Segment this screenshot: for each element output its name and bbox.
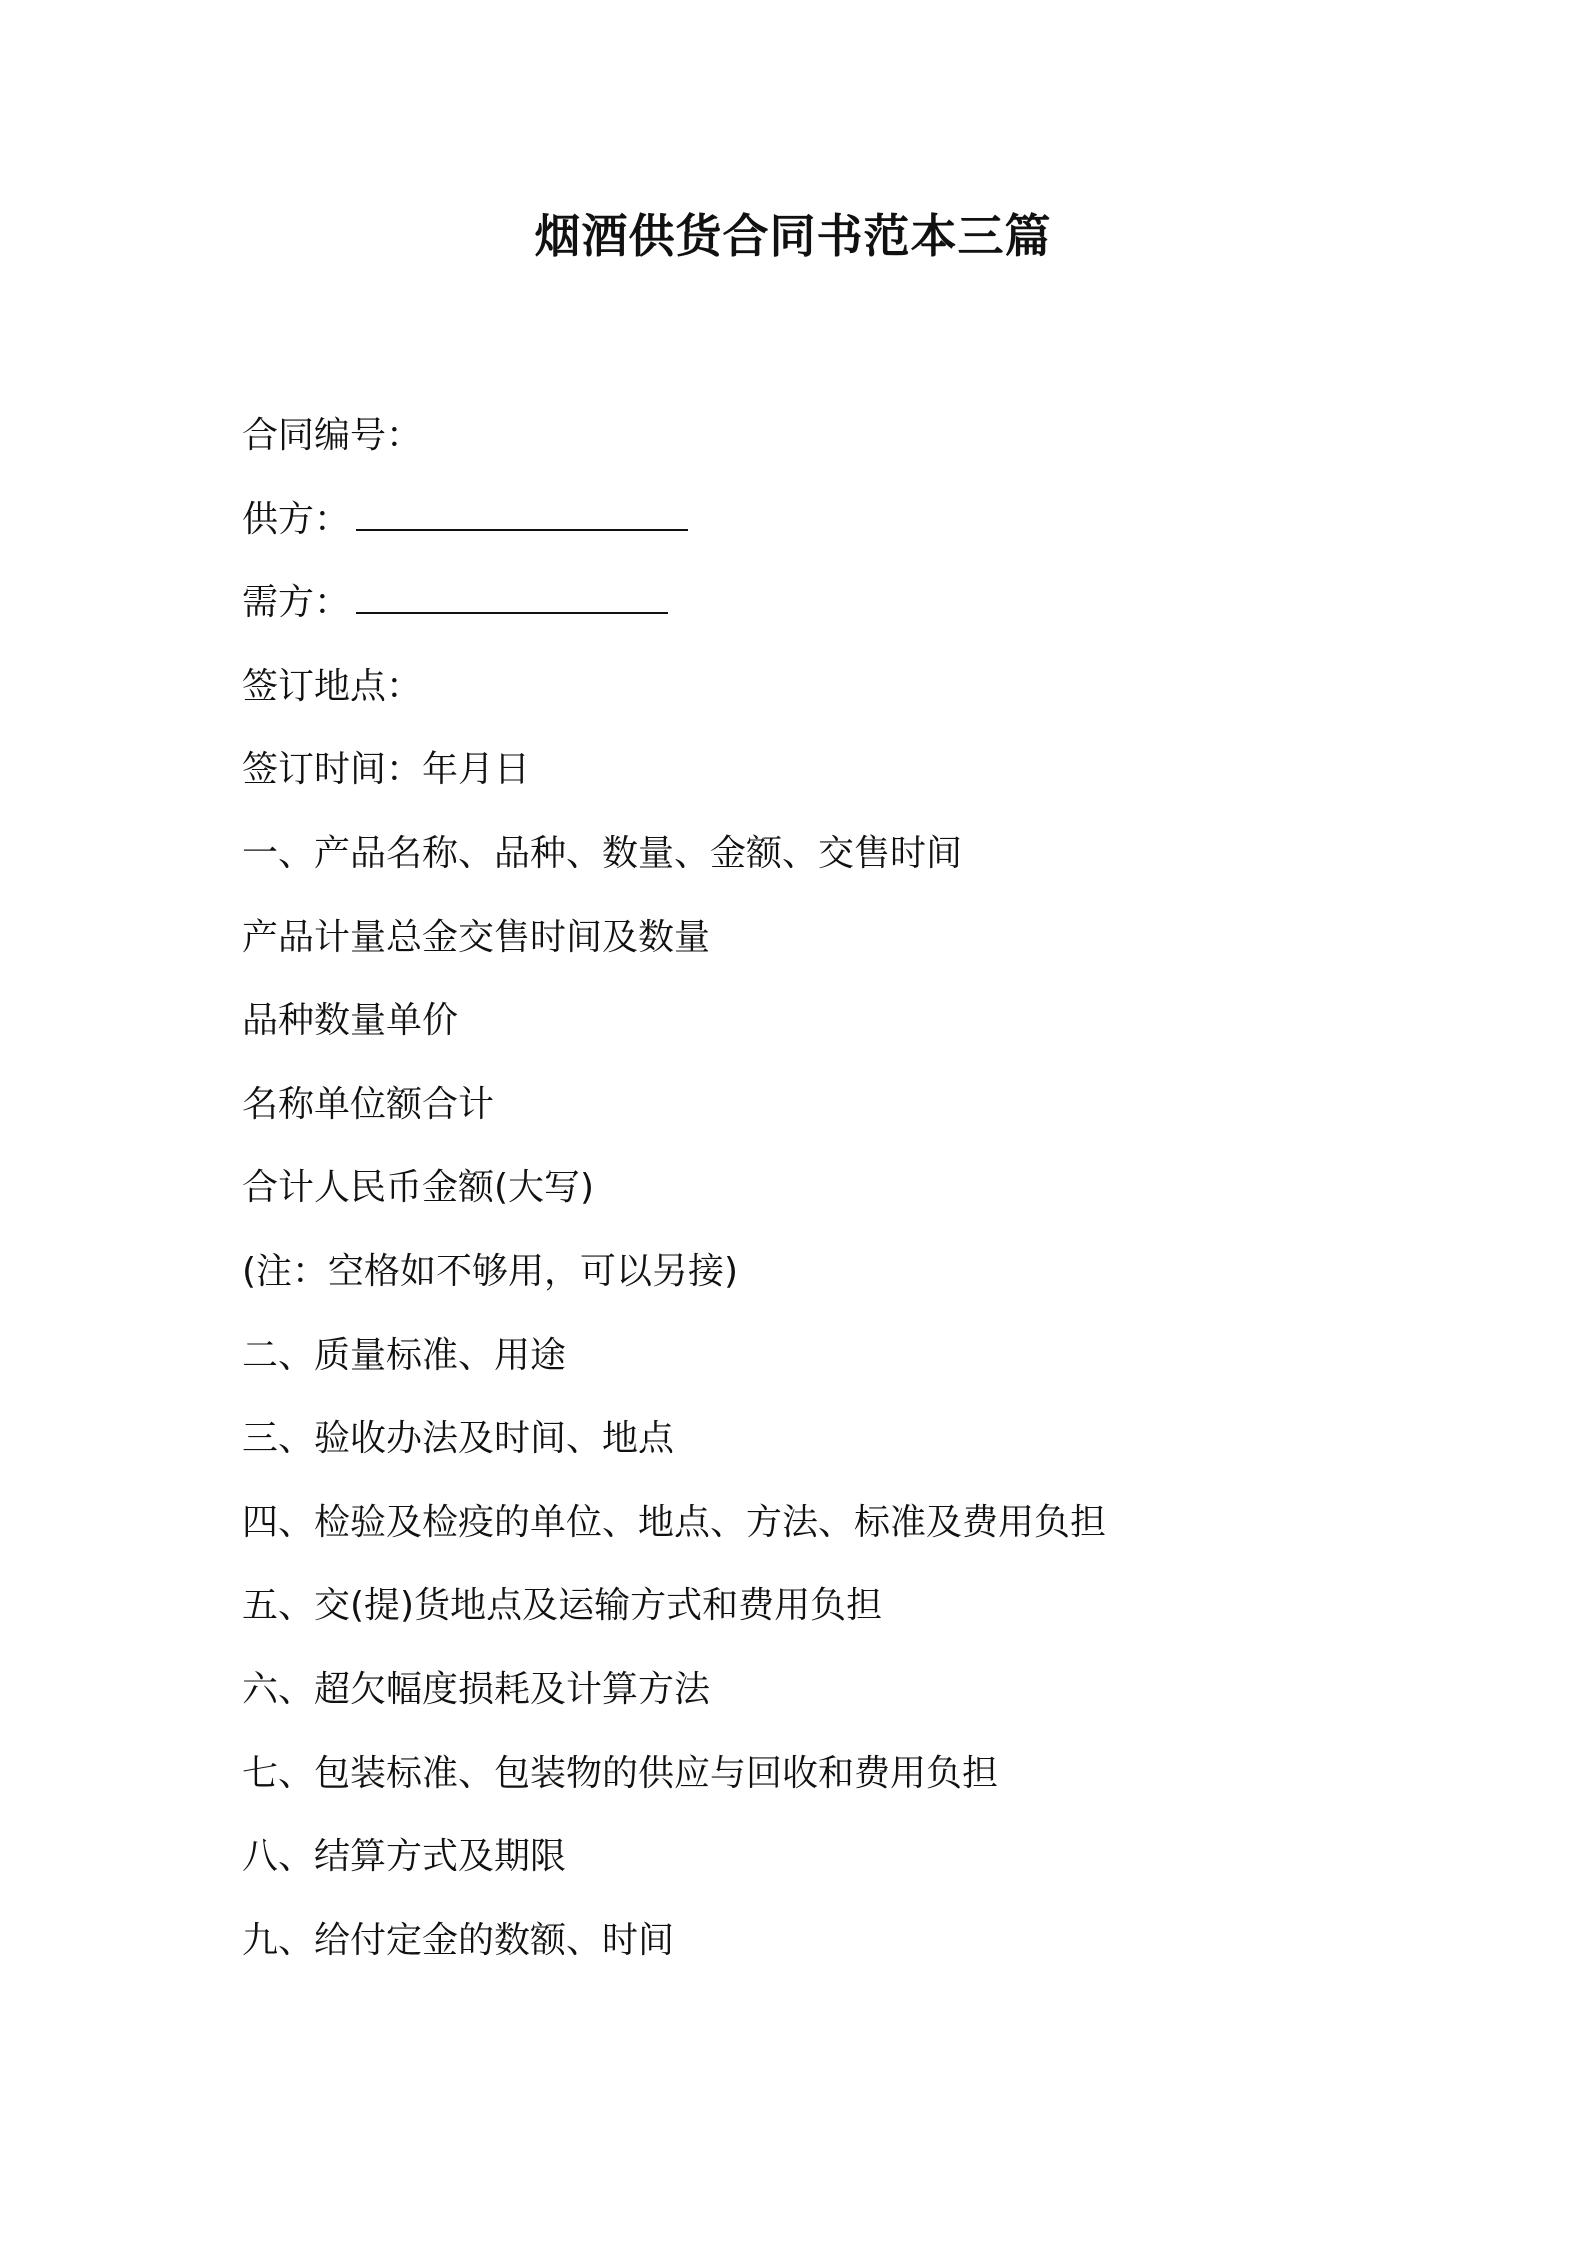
section-packaging-line: 七、包装标准、包装物的供应与回收和费用负担 [242,1752,999,1794]
sign-time-line [242,738,1442,822]
section-loss-line: 六、超欠幅度损耗及计算方法 [242,1668,711,1710]
total-amount-line: 合计人民币金额(大写) [242,1167,595,1209]
section-quality-line: 二、质量标准、用途 [242,1334,567,1376]
supplier-label: 供方： [242,498,351,540]
sign-place-line [242,655,1442,739]
section-delivery-line: 五、交(提)货地点及运输方式和费用负担 [242,1585,883,1627]
section-inspection-line: 四、检验及检疫的单位、地点、方法、标准及费用负担 [242,1501,1107,1543]
contract-number-line [242,404,1442,488]
product-table-header-3: 名称单位额合计 [242,1083,495,1125]
contract-number-label: 合同编号： [242,415,423,456]
section-deposit-line: 九、给付定金的数额、时间 [242,1919,675,1961]
section-settlement-line: 八、结算方式及期限 [242,1836,567,1878]
supplier-line [242,488,1442,572]
product-table-header-1: 产品计量总金交售时间及数量 [242,916,711,958]
sign-place-label: 签订地点： [242,665,423,707]
section-product-line: 一、产品名称、品种、数量、金额、交售时间 [242,832,963,874]
product-table-header-2: 品种数量单价 [242,1000,459,1042]
page-title: 烟酒供货合同书范本三篇 [534,209,1052,263]
buyer-line [242,571,1442,655]
supplier-blank-line [356,505,688,531]
note-line: (注：空格如不够用，可以另接) [242,1250,739,1292]
contract-body [242,404,1442,1992]
buyer-label: 需方： [242,582,351,624]
buyer-blank-line [356,588,668,614]
sign-time-label: 签订时间：年月日 [242,749,531,791]
section-acceptance-line: 三、验收办法及时间、地点 [242,1418,675,1460]
